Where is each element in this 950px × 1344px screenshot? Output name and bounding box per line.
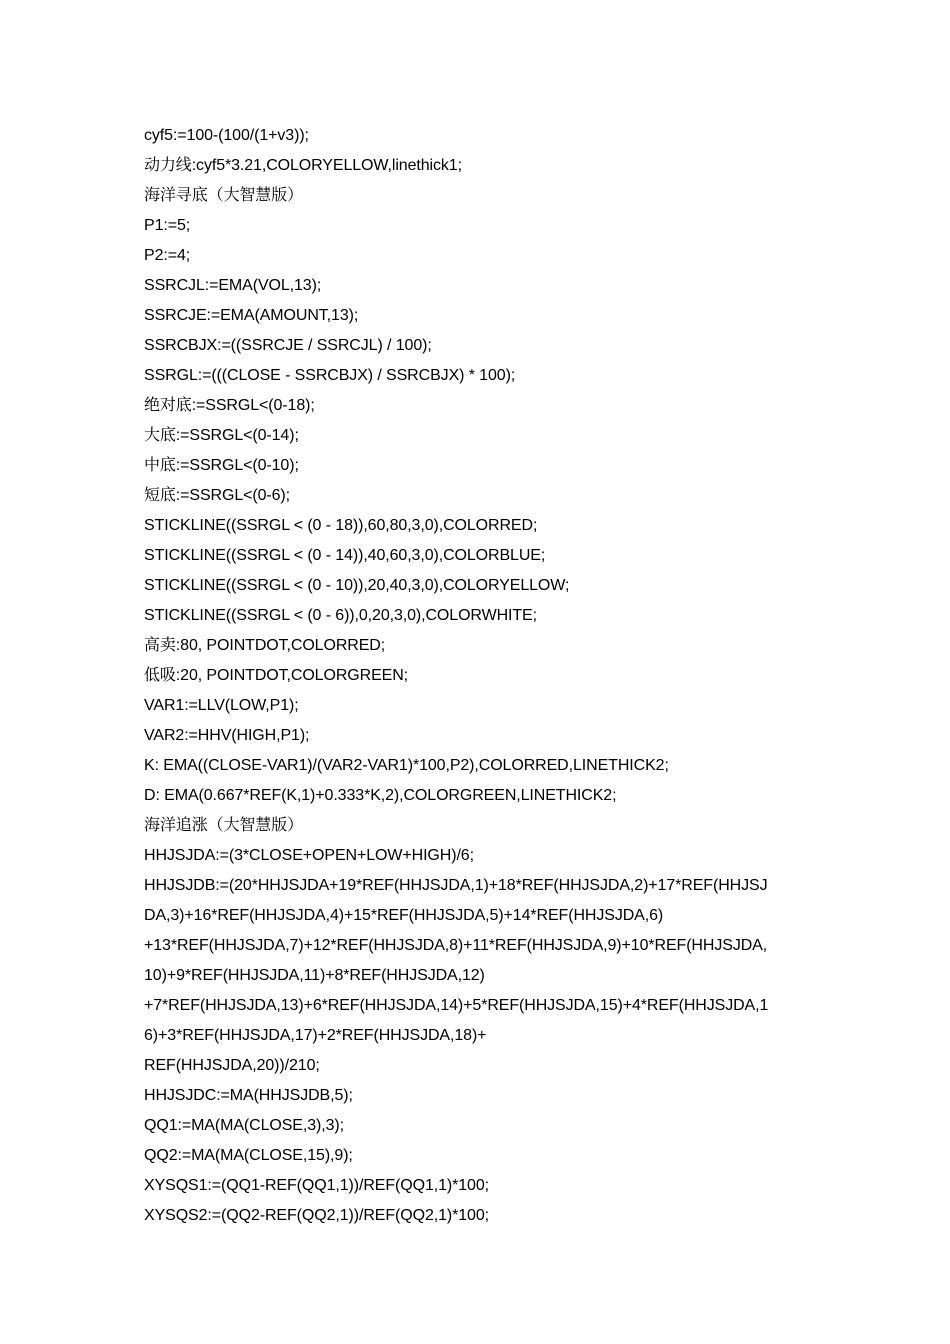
text-line: P2:=4; [144,247,191,264]
text-line: SSRGL:=(((CLOSE - SSRCBJX) / SSRCBJX) * 100); [144,367,516,384]
text-line: 大底:=SSRGL<(0-14); [144,427,299,444]
text-line: +7*REF(HHJSJDA,13)+6*REF(HHJSJDA,14)+5*REF(HHJSJDA,15)+4*REF(HHJSJDA,1 [144,997,769,1014]
section-heading: 海洋寻底（大智慧版） [144,187,304,204]
text-line: 绝对底:=SSRGL<(0-18); [144,397,315,414]
formula-text-block [144,121,810,1231]
text-line: 6)+3*REF(HHJSJDA,17)+2*REF(HHJSJDA,18)+ [144,1027,487,1044]
text-line: SSRCBJX:=((SSRCJE / SSRCJL) / 100); [144,337,432,354]
text-line: VAR2:=HHV(HIGH,P1); [144,727,310,744]
text-line: QQ2:=MA(MA(CLOSE,15),9); [144,1147,353,1164]
text-line: 高卖:80, POINTDOT,COLORRED; [144,637,386,654]
text-line: cyf5:=100-(100/(1+v3)); [144,127,309,144]
text-line: 短底:=SSRGL<(0-6); [144,487,291,504]
text-line: P1:=5; [144,217,191,234]
text-line: 低吸:20, POINTDOT,COLORGREEN; [144,667,409,684]
text-line: DA,3)+16*REF(HHJSJDA,4)+15*REF(HHJSJDA,5)+14*REF(HHJSJDA,6) [144,907,664,924]
text-line: K: EMA((CLOSE-VAR1)/(VAR2-VAR1)*100,P2),COLORRED,LINETHICK2; [144,757,669,774]
text-line: HHJSJDB:=(20*HHJSJDA+19*REF(HHJSJDA,1)+18*REF(HHJSJDA,2)+17*REF(HHJSJ [144,877,768,894]
text-line: HHJSJDC:=MA(HHJSJDB,5); [144,1087,353,1104]
text-line: REF(HHJSJDA,20))/210; [144,1057,320,1074]
text-line: VAR1:=LLV(LOW,P1); [144,697,299,714]
text-line: D: EMA(0.667*REF(K,1)+0.333*K,2),COLORGREEN,LINETHICK2; [144,787,617,804]
text-line: 中底:=SSRGL<(0-10); [144,457,299,474]
text-line: HHJSJDA:=(3*CLOSE+OPEN+LOW+HIGH)/6; [144,847,474,864]
text-line: STICKLINE((SSRGL < (0 - 14)),40,60,3,0),COLORBLUE; [144,547,546,564]
text-line: STICKLINE((SSRGL < (0 - 18)),60,80,3,0),COLORRED; [144,517,538,534]
text-line: STICKLINE((SSRGL < (0 - 10)),20,40,3,0),COLORYELLOW; [144,577,570,594]
section-heading: 海洋追涨（大智慧版） [144,817,304,834]
text-line: STICKLINE((SSRGL < (0 - 6)),0,20,3,0),COLORWHITE; [144,607,537,624]
text-line: SSRCJE:=EMA(AMOUNT,13); [144,307,359,324]
text-line: 动力线:cyf5*3.21,COLORYELLOW,linethick1; [144,157,462,174]
text-line: QQ1:=MA(MA(CLOSE,3),3); [144,1117,344,1134]
text-line: 10)+9*REF(HHJSJDA,11)+8*REF(HHJSJDA,12) [144,967,485,984]
text-line: +13*REF(HHJSJDA,7)+12*REF(HHJSJDA,8)+11*REF(HHJSJDA,9)+10*REF(HHJSJDA, [144,937,768,954]
text-line: SSRCJL:=EMA(VOL,13); [144,277,322,294]
text-line: XYSQS1:=(QQ1-REF(QQ1,1))/REF(QQ1,1)*100; [144,1177,489,1194]
text-line: XYSQS2:=(QQ2-REF(QQ2,1))/REF(QQ2,1)*100; [144,1207,489,1224]
